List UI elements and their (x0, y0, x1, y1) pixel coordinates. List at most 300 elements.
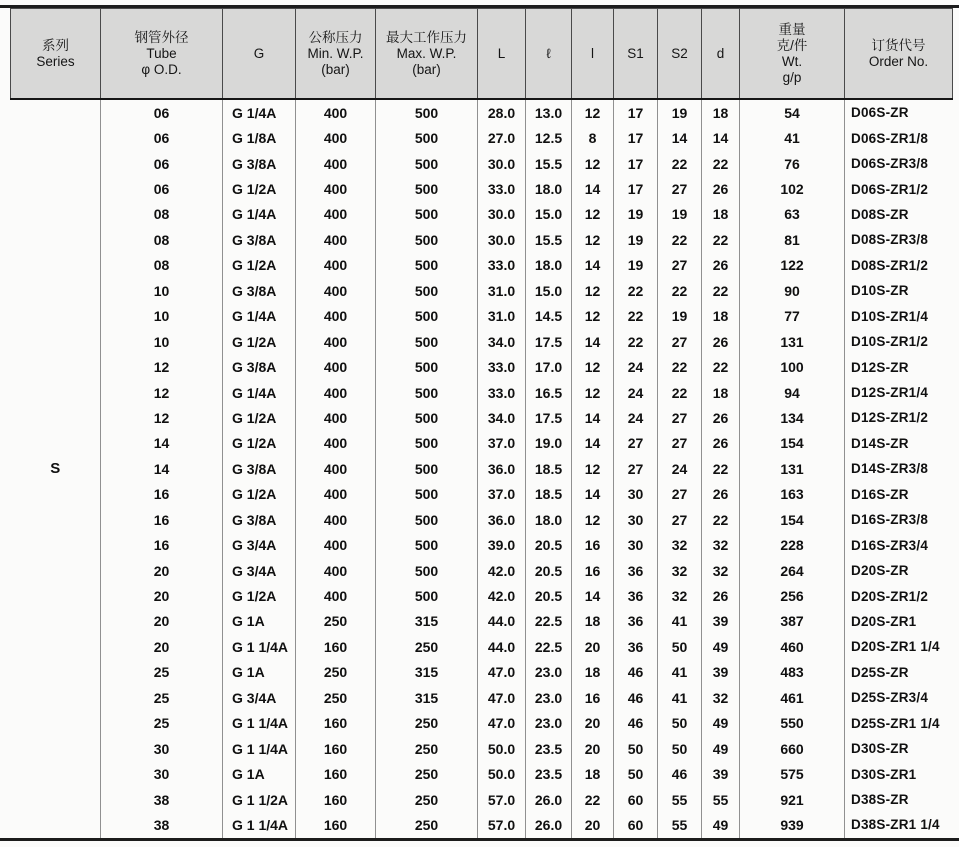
cell-len-l2: 14 (572, 329, 614, 354)
cell-s1: 36 (614, 558, 658, 583)
cell-len-l2: 12 (572, 227, 614, 252)
table-row (11, 736, 953, 761)
cell-s1: 46 (614, 711, 658, 736)
cell-weight: 939 (740, 812, 845, 837)
cell-len-l2: 12 (572, 202, 614, 227)
table-row (11, 711, 953, 736)
cell-s1: 24 (614, 405, 658, 430)
cell-order-no: D06S-ZR1/8 (845, 125, 953, 150)
cell-g-thread: G 1/2A (223, 405, 296, 430)
header-line: Max. W.P. (396, 45, 457, 61)
table-row (11, 583, 953, 608)
cell-s1: 36 (614, 583, 658, 608)
cell-s2: 22 (658, 354, 702, 379)
header-s1 (614, 9, 658, 100)
cell-g-thread: G 1/8A (223, 125, 296, 150)
cell-len-l: 18.5 (526, 456, 572, 481)
cell-max-wp: 500 (376, 482, 478, 507)
cell-max-wp: 500 (376, 380, 478, 405)
header-line: Tube (146, 45, 177, 61)
cell-g-thread: G 1/2A (223, 329, 296, 354)
cell-len-l2: 12 (572, 380, 614, 405)
cell-d: 26 (702, 329, 740, 354)
cell-d: 22 (702, 151, 740, 176)
cell-s2: 50 (658, 736, 702, 761)
cell-len-l: 23.0 (526, 660, 572, 685)
cell-tube-od: 16 (101, 507, 223, 532)
cell-d: 26 (702, 176, 740, 201)
cell-max-wp: 315 (376, 685, 478, 710)
header-line: l (591, 45, 594, 61)
cell-order-no: D20S-ZR1 1/4 (845, 634, 953, 659)
cell-len-l: 22.5 (526, 634, 572, 659)
header-line: S1 (627, 45, 644, 61)
header-line: 最大工作压力 (386, 29, 467, 45)
cell-len-l2: 12 (572, 456, 614, 481)
cell-order-no: D16S-ZR3/4 (845, 532, 953, 557)
cell-max-wp: 500 (376, 405, 478, 430)
cell-len-l: 22.5 (526, 609, 572, 634)
cell-d: 26 (702, 431, 740, 456)
header-line: 重量 (778, 21, 806, 37)
cell-tube-od: 30 (101, 761, 223, 786)
cell-len-L: 34.0 (478, 405, 526, 430)
cell-s2: 27 (658, 431, 702, 456)
cell-d: 26 (702, 583, 740, 608)
cell-len-l: 17.5 (526, 329, 572, 354)
cell-min-wp: 160 (296, 736, 376, 761)
cell-s1: 24 (614, 354, 658, 379)
table-row (11, 456, 953, 481)
cell-tube-od: 06 (101, 99, 223, 125)
table-row (11, 202, 953, 227)
header-line: 订货代号 (871, 37, 926, 53)
cell-len-L: 33.0 (478, 354, 526, 379)
cell-g-thread: G 1 1/2A (223, 787, 296, 812)
cell-g-thread: G 1 1/4A (223, 711, 296, 736)
cell-len-L: 31.0 (478, 304, 526, 329)
cell-order-no: D06S-ZR1/2 (845, 176, 953, 201)
cell-g-thread: G 3/8A (223, 456, 296, 481)
cell-len-l: 15.5 (526, 227, 572, 252)
cell-tube-od: 25 (101, 711, 223, 736)
cell-len-L: 27.0 (478, 125, 526, 150)
cell-weight: 228 (740, 532, 845, 557)
cell-order-no: D25S-ZR3/4 (845, 685, 953, 710)
cell-len-L: 39.0 (478, 532, 526, 557)
cell-s2: 27 (658, 405, 702, 430)
cell-len-l2: 12 (572, 151, 614, 176)
cell-len-l2: 14 (572, 431, 614, 456)
cell-min-wp: 160 (296, 787, 376, 812)
table-row (11, 380, 953, 405)
cell-g-thread: G 1/2A (223, 431, 296, 456)
cell-s2: 27 (658, 482, 702, 507)
cell-order-no: D14S-ZR3/8 (845, 456, 953, 481)
table-row (11, 609, 953, 634)
table-row (11, 812, 953, 837)
cell-len-L: 50.0 (478, 761, 526, 786)
cell-len-l2: 16 (572, 532, 614, 557)
cell-d: 49 (702, 634, 740, 659)
cell-min-wp: 400 (296, 405, 376, 430)
cell-order-no: D30S-ZR1 (845, 761, 953, 786)
cell-s2: 50 (658, 634, 702, 659)
cell-weight: 131 (740, 329, 845, 354)
cell-tube-od: 20 (101, 609, 223, 634)
cell-s2: 24 (658, 456, 702, 481)
cell-len-L: 44.0 (478, 634, 526, 659)
cell-s1: 60 (614, 812, 658, 837)
cell-max-wp: 500 (376, 354, 478, 379)
cell-s1: 17 (614, 151, 658, 176)
cell-len-l2: 22 (572, 787, 614, 812)
cell-d: 32 (702, 685, 740, 710)
cell-weight: 163 (740, 482, 845, 507)
cell-weight: 77 (740, 304, 845, 329)
cell-order-no: D12S-ZR (845, 354, 953, 379)
cell-tube-od: 20 (101, 634, 223, 659)
cell-len-l2: 16 (572, 685, 614, 710)
cell-d: 26 (702, 405, 740, 430)
cell-max-wp: 500 (376, 507, 478, 532)
cell-g-thread: G 3/4A (223, 558, 296, 583)
cell-g-thread: G 1/4A (223, 202, 296, 227)
cell-s1: 36 (614, 609, 658, 634)
header-s2 (658, 9, 702, 100)
cell-s1: 60 (614, 787, 658, 812)
header-g-thread (223, 9, 296, 100)
cell-max-wp: 500 (376, 278, 478, 303)
cell-tube-od: 25 (101, 685, 223, 710)
cell-weight: 76 (740, 151, 845, 176)
cell-len-L: 57.0 (478, 787, 526, 812)
cell-s1: 30 (614, 532, 658, 557)
cell-max-wp: 500 (376, 456, 478, 481)
cell-max-wp: 500 (376, 532, 478, 557)
cell-weight: 154 (740, 431, 845, 456)
cell-d: 22 (702, 354, 740, 379)
cell-max-wp: 315 (376, 660, 478, 685)
table-row (11, 634, 953, 659)
cell-len-l: 23.0 (526, 711, 572, 736)
cell-weight: 90 (740, 278, 845, 303)
cell-weight: 41 (740, 125, 845, 150)
cell-len-L: 42.0 (478, 583, 526, 608)
cell-len-l: 23.0 (526, 685, 572, 710)
cell-len-L: 42.0 (478, 558, 526, 583)
cell-s1: 19 (614, 202, 658, 227)
cell-weight: 461 (740, 685, 845, 710)
cell-min-wp: 400 (296, 532, 376, 557)
cell-weight: 483 (740, 660, 845, 685)
cell-d: 22 (702, 278, 740, 303)
cell-order-no: D38S-ZR (845, 787, 953, 812)
cell-len-L: 37.0 (478, 482, 526, 507)
cell-weight: 81 (740, 227, 845, 252)
cell-order-no: D14S-ZR (845, 431, 953, 456)
cell-tube-od: 12 (101, 405, 223, 430)
cell-min-wp: 250 (296, 685, 376, 710)
cell-tube-od: 12 (101, 354, 223, 379)
cell-s2: 41 (658, 685, 702, 710)
cell-len-l: 23.5 (526, 736, 572, 761)
table-row (11, 278, 953, 303)
spec-table (10, 8, 953, 838)
cell-s2: 27 (658, 176, 702, 201)
header-line: Order No. (868, 53, 929, 69)
cell-len-L: 33.0 (478, 176, 526, 201)
cell-s1: 30 (614, 507, 658, 532)
table-row (11, 329, 953, 354)
cell-d: 39 (702, 761, 740, 786)
cell-g-thread: G 1A (223, 761, 296, 786)
header-line: L (497, 45, 506, 61)
cell-order-no: D25S-ZR1 1/4 (845, 711, 953, 736)
cell-max-wp: 500 (376, 558, 478, 583)
cell-len-l: 15.0 (526, 202, 572, 227)
cell-tube-od: 10 (101, 329, 223, 354)
cell-len-L: 31.0 (478, 278, 526, 303)
header-line: (bar) (321, 61, 350, 77)
cell-len-L: 36.0 (478, 456, 526, 481)
cell-s2: 32 (658, 558, 702, 583)
cell-tube-od: 08 (101, 227, 223, 252)
cell-min-wp: 400 (296, 558, 376, 583)
cell-g-thread: G 1/4A (223, 380, 296, 405)
cell-len-L: 33.0 (478, 380, 526, 405)
cell-len-l2: 12 (572, 304, 614, 329)
cell-d: 18 (702, 99, 740, 125)
cell-max-wp: 500 (376, 583, 478, 608)
cell-weight: 122 (740, 253, 845, 278)
cell-len-L: 47.0 (478, 711, 526, 736)
cell-min-wp: 160 (296, 711, 376, 736)
cell-order-no: D10S-ZR1/4 (845, 304, 953, 329)
cell-s2: 19 (658, 304, 702, 329)
table-row (11, 354, 953, 379)
cell-tube-od: 20 (101, 558, 223, 583)
cell-max-wp: 250 (376, 634, 478, 659)
cell-len-l: 18.0 (526, 176, 572, 201)
cell-d: 49 (702, 711, 740, 736)
cell-d: 26 (702, 482, 740, 507)
cell-order-no: D08S-ZR3/8 (845, 227, 953, 252)
cell-order-no: D30S-ZR (845, 736, 953, 761)
cell-s2: 46 (658, 761, 702, 786)
cell-s1: 30 (614, 482, 658, 507)
header-line: (bar) (412, 61, 441, 77)
cell-tube-od: 06 (101, 125, 223, 150)
cell-len-l: 20.5 (526, 583, 572, 608)
cell-s2: 50 (658, 711, 702, 736)
cell-tube-od: 16 (101, 482, 223, 507)
cell-len-l2: 12 (572, 99, 614, 125)
cell-tube-od: 06 (101, 176, 223, 201)
header-min-wp (296, 9, 376, 100)
cell-s2: 55 (658, 812, 702, 837)
cell-max-wp: 250 (376, 787, 478, 812)
cell-g-thread: G 1/2A (223, 583, 296, 608)
cell-s2: 19 (658, 202, 702, 227)
header-tube-od (101, 9, 223, 100)
cell-d: 49 (702, 736, 740, 761)
cell-min-wp: 160 (296, 634, 376, 659)
cell-min-wp: 400 (296, 227, 376, 252)
cell-tube-od: 14 (101, 431, 223, 456)
cell-max-wp: 250 (376, 736, 478, 761)
cell-g-thread: G 3/8A (223, 151, 296, 176)
cell-s2: 27 (658, 329, 702, 354)
cell-weight: 550 (740, 711, 845, 736)
cell-g-thread: G 3/8A (223, 278, 296, 303)
cell-s2: 41 (658, 609, 702, 634)
cell-weight: 94 (740, 380, 845, 405)
header-line: 克/件 (776, 37, 808, 53)
cell-weight: 575 (740, 761, 845, 786)
cell-len-L: 30.0 (478, 151, 526, 176)
cell-g-thread: G 3/8A (223, 227, 296, 252)
cell-tube-od: 14 (101, 456, 223, 481)
cell-weight: 460 (740, 634, 845, 659)
header-line: ℓ (546, 45, 551, 61)
cell-len-l: 14.5 (526, 304, 572, 329)
table-row (11, 99, 953, 125)
cell-g-thread: G 1/2A (223, 176, 296, 201)
cell-tube-od: 20 (101, 583, 223, 608)
cell-max-wp: 500 (376, 253, 478, 278)
cell-len-l: 15.0 (526, 278, 572, 303)
cell-min-wp: 400 (296, 456, 376, 481)
cell-s1: 17 (614, 125, 658, 150)
cell-d: 32 (702, 558, 740, 583)
cell-len-l: 19.0 (526, 431, 572, 456)
cell-len-l: 26.0 (526, 787, 572, 812)
cell-s1: 22 (614, 329, 658, 354)
cell-s2: 27 (658, 253, 702, 278)
table-row (11, 761, 953, 786)
cell-tube-od: 10 (101, 278, 223, 303)
cell-g-thread: G 1 1/4A (223, 634, 296, 659)
cell-s1: 46 (614, 660, 658, 685)
table-row (11, 176, 953, 201)
cell-d: 39 (702, 660, 740, 685)
cell-tube-od: 08 (101, 253, 223, 278)
cell-len-L: 33.0 (478, 253, 526, 278)
cell-s2: 22 (658, 380, 702, 405)
cell-order-no: D12S-ZR1/2 (845, 405, 953, 430)
table-row (11, 151, 953, 176)
table-row (11, 253, 953, 278)
table-row (11, 660, 953, 685)
cell-weight: 256 (740, 583, 845, 608)
cell-max-wp: 315 (376, 609, 478, 634)
cell-len-l2: 14 (572, 176, 614, 201)
cell-s2: 19 (658, 99, 702, 125)
cell-s1: 22 (614, 304, 658, 329)
cell-d: 22 (702, 507, 740, 532)
header-line: Min. W.P. (307, 45, 364, 61)
table-row (11, 405, 953, 430)
cell-min-wp: 400 (296, 253, 376, 278)
cell-weight: 131 (740, 456, 845, 481)
cell-min-wp: 400 (296, 202, 376, 227)
cell-order-no: D12S-ZR1/4 (845, 380, 953, 405)
cell-s1: 50 (614, 761, 658, 786)
cell-max-wp: 500 (376, 329, 478, 354)
cell-order-no: D08S-ZR1/2 (845, 253, 953, 278)
cell-min-wp: 400 (296, 304, 376, 329)
cell-s2: 32 (658, 583, 702, 608)
cell-max-wp: 500 (376, 125, 478, 150)
cell-len-l2: 12 (572, 354, 614, 379)
cell-g-thread: G 1/2A (223, 482, 296, 507)
cell-g-thread: G 1 1/4A (223, 736, 296, 761)
cell-d: 14 (702, 125, 740, 150)
cell-g-thread: G 1/4A (223, 304, 296, 329)
cell-min-wp: 160 (296, 761, 376, 786)
cell-len-l2: 18 (572, 609, 614, 634)
table-header (11, 9, 953, 100)
cell-min-wp: 160 (296, 812, 376, 837)
cell-s1: 27 (614, 456, 658, 481)
table-row (11, 125, 953, 150)
cell-weight: 921 (740, 787, 845, 812)
cell-max-wp: 500 (376, 431, 478, 456)
cell-len-l: 20.5 (526, 532, 572, 557)
cell-min-wp: 400 (296, 125, 376, 150)
cell-tube-od: 08 (101, 202, 223, 227)
cell-s1: 24 (614, 380, 658, 405)
cell-len-l2: 8 (572, 125, 614, 150)
cell-max-wp: 250 (376, 711, 478, 736)
header-max-wp (376, 9, 478, 100)
cell-len-L: 44.0 (478, 609, 526, 634)
cell-s1: 46 (614, 685, 658, 710)
header-line: d (716, 45, 725, 61)
cell-max-wp: 500 (376, 176, 478, 201)
cell-s2: 27 (658, 507, 702, 532)
cell-s1: 27 (614, 431, 658, 456)
cell-weight: 63 (740, 202, 845, 227)
cell-order-no: D16S-ZR (845, 482, 953, 507)
table-row (11, 507, 953, 532)
cell-max-wp: 500 (376, 304, 478, 329)
cell-len-L: 36.0 (478, 507, 526, 532)
table-row (11, 787, 953, 812)
cell-max-wp: 500 (376, 151, 478, 176)
cell-g-thread: G 3/4A (223, 532, 296, 557)
cell-d: 32 (702, 532, 740, 557)
cell-d: 39 (702, 609, 740, 634)
cell-order-no: D10S-ZR1/2 (845, 329, 953, 354)
cell-weight: 100 (740, 354, 845, 379)
series-cell: S (50, 460, 61, 478)
header-len-L (478, 9, 526, 100)
cell-g-thread: G 1/2A (223, 253, 296, 278)
cell-d: 22 (702, 227, 740, 252)
cell-len-l2: 14 (572, 482, 614, 507)
header-line: 公称压力 (308, 29, 363, 45)
cell-len-l2: 20 (572, 736, 614, 761)
header-d (702, 9, 740, 100)
cell-g-thread: G 3/4A (223, 685, 296, 710)
cell-len-l2: 18 (572, 761, 614, 786)
cell-order-no: D38S-ZR1 1/4 (845, 812, 953, 837)
cell-max-wp: 500 (376, 99, 478, 125)
table-row (11, 558, 953, 583)
cell-len-L: 37.0 (478, 431, 526, 456)
